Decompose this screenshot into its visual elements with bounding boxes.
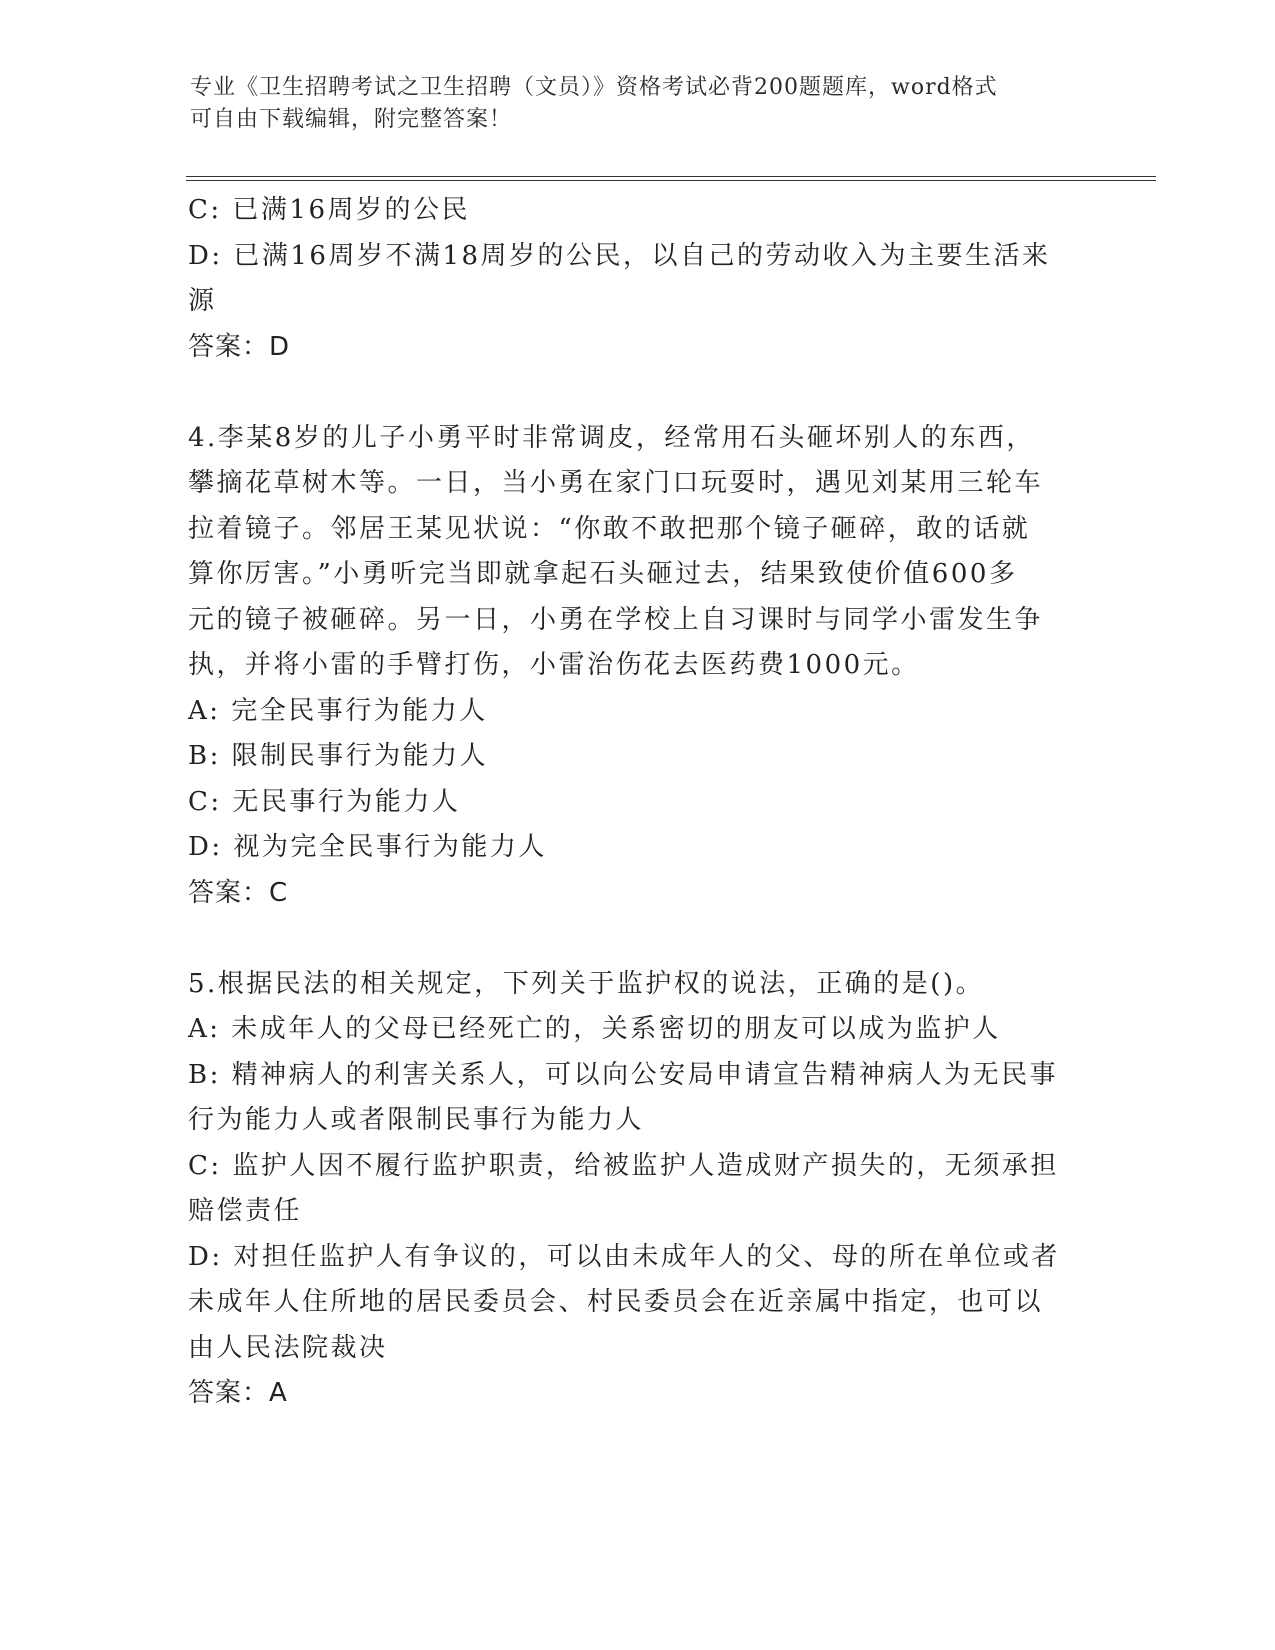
question-stem-continued: 执，并将小雷的手臂打伤，小雷治伤花去医药费1000元。 (188, 650, 920, 680)
option-b: B: 限制民事行为能力人 (188, 741, 489, 771)
option-a: A: 未成年人的父母已经死亡的，关系密切的朋友可以成为监护人 (188, 1014, 1001, 1044)
spacer (188, 370, 1068, 416)
question-stem: 4.李某8岁的儿子小勇平时非常调皮，经常用石头砸坏别人的东西， (188, 422, 1035, 453)
option-d: D: 已满16周岁不满18周岁的公民，以自己的劳动收入为主要生活来 (188, 240, 1051, 271)
option-d-continued: 由人民法院裁决 (188, 1332, 388, 1363)
option-d: D: 对担任监护人有争议的，可以由未成年人的父、母的所在单位或者 (188, 1241, 1060, 1272)
answer-label: 答案：D (188, 331, 291, 362)
option-b-continued: 行为能力人或者限制民事行为能力人 (188, 1105, 645, 1135)
question-5 (188, 962, 1068, 1417)
answer-label: 答案：C (188, 877, 289, 908)
option-a: A: 完全民事行为能力人 (188, 695, 488, 726)
question-3-tail (188, 188, 1068, 370)
option-c: C: 已满16周岁的公民 (188, 195, 471, 225)
header-title-line-1: 专业《卫生招聘考试之卫生招聘（文员）》资格考试必背200题题库，word格式 (190, 75, 998, 100)
document-body (188, 188, 1068, 1417)
question-4 (188, 416, 1068, 917)
option-d-continued: 未成年人住所地的居民委员会、村民委员会在近亲属中指定，也可以 (188, 1287, 1044, 1317)
question-stem-continued: 拉着镜子。邻居王某见状说：“你敢不敢把那个镜子砸碎，敢的话就 (188, 513, 1031, 544)
option-d: D: 视为完全民事行为能力人 (188, 832, 547, 862)
header-divider (186, 176, 1156, 181)
option-d-continued: 源 (188, 286, 217, 316)
question-stem-continued: 元的镜子被砸碎。另一日，小勇在学校上自习课时与同学小雷发生争 (188, 604, 1044, 635)
header-title-line-2: 可自由下载编辑，附完整答案！ (190, 107, 513, 132)
option-c-continued: 赔偿责任 (188, 1196, 303, 1226)
question-stem-continued: 算你厉害。”小勇听完当即就拿起石头砸过去，结果致使价值600多 (188, 559, 1018, 589)
option-b: B: 精神病人的利害关系人，可以向公安局申请宣告精神病人为无民事 (188, 1059, 1059, 1090)
question-stem: 5.根据民法的相关规定，下列关于监护权的说法，正确的是()。 (188, 968, 985, 999)
option-c: C: 监护人因不履行监护职责，给被监护人造成财产损失的，无须承担 (188, 1150, 1059, 1181)
answer-label: 答案：A (188, 1378, 288, 1408)
option-c: C: 无民事行为能力人 (188, 786, 461, 817)
question-stem-continued: 攀摘花草树木等。一日，当小勇在家门口玩耍时，遇见刘某用三轮车 (188, 468, 1044, 498)
document-header (190, 72, 1080, 136)
spacer (188, 916, 1068, 962)
